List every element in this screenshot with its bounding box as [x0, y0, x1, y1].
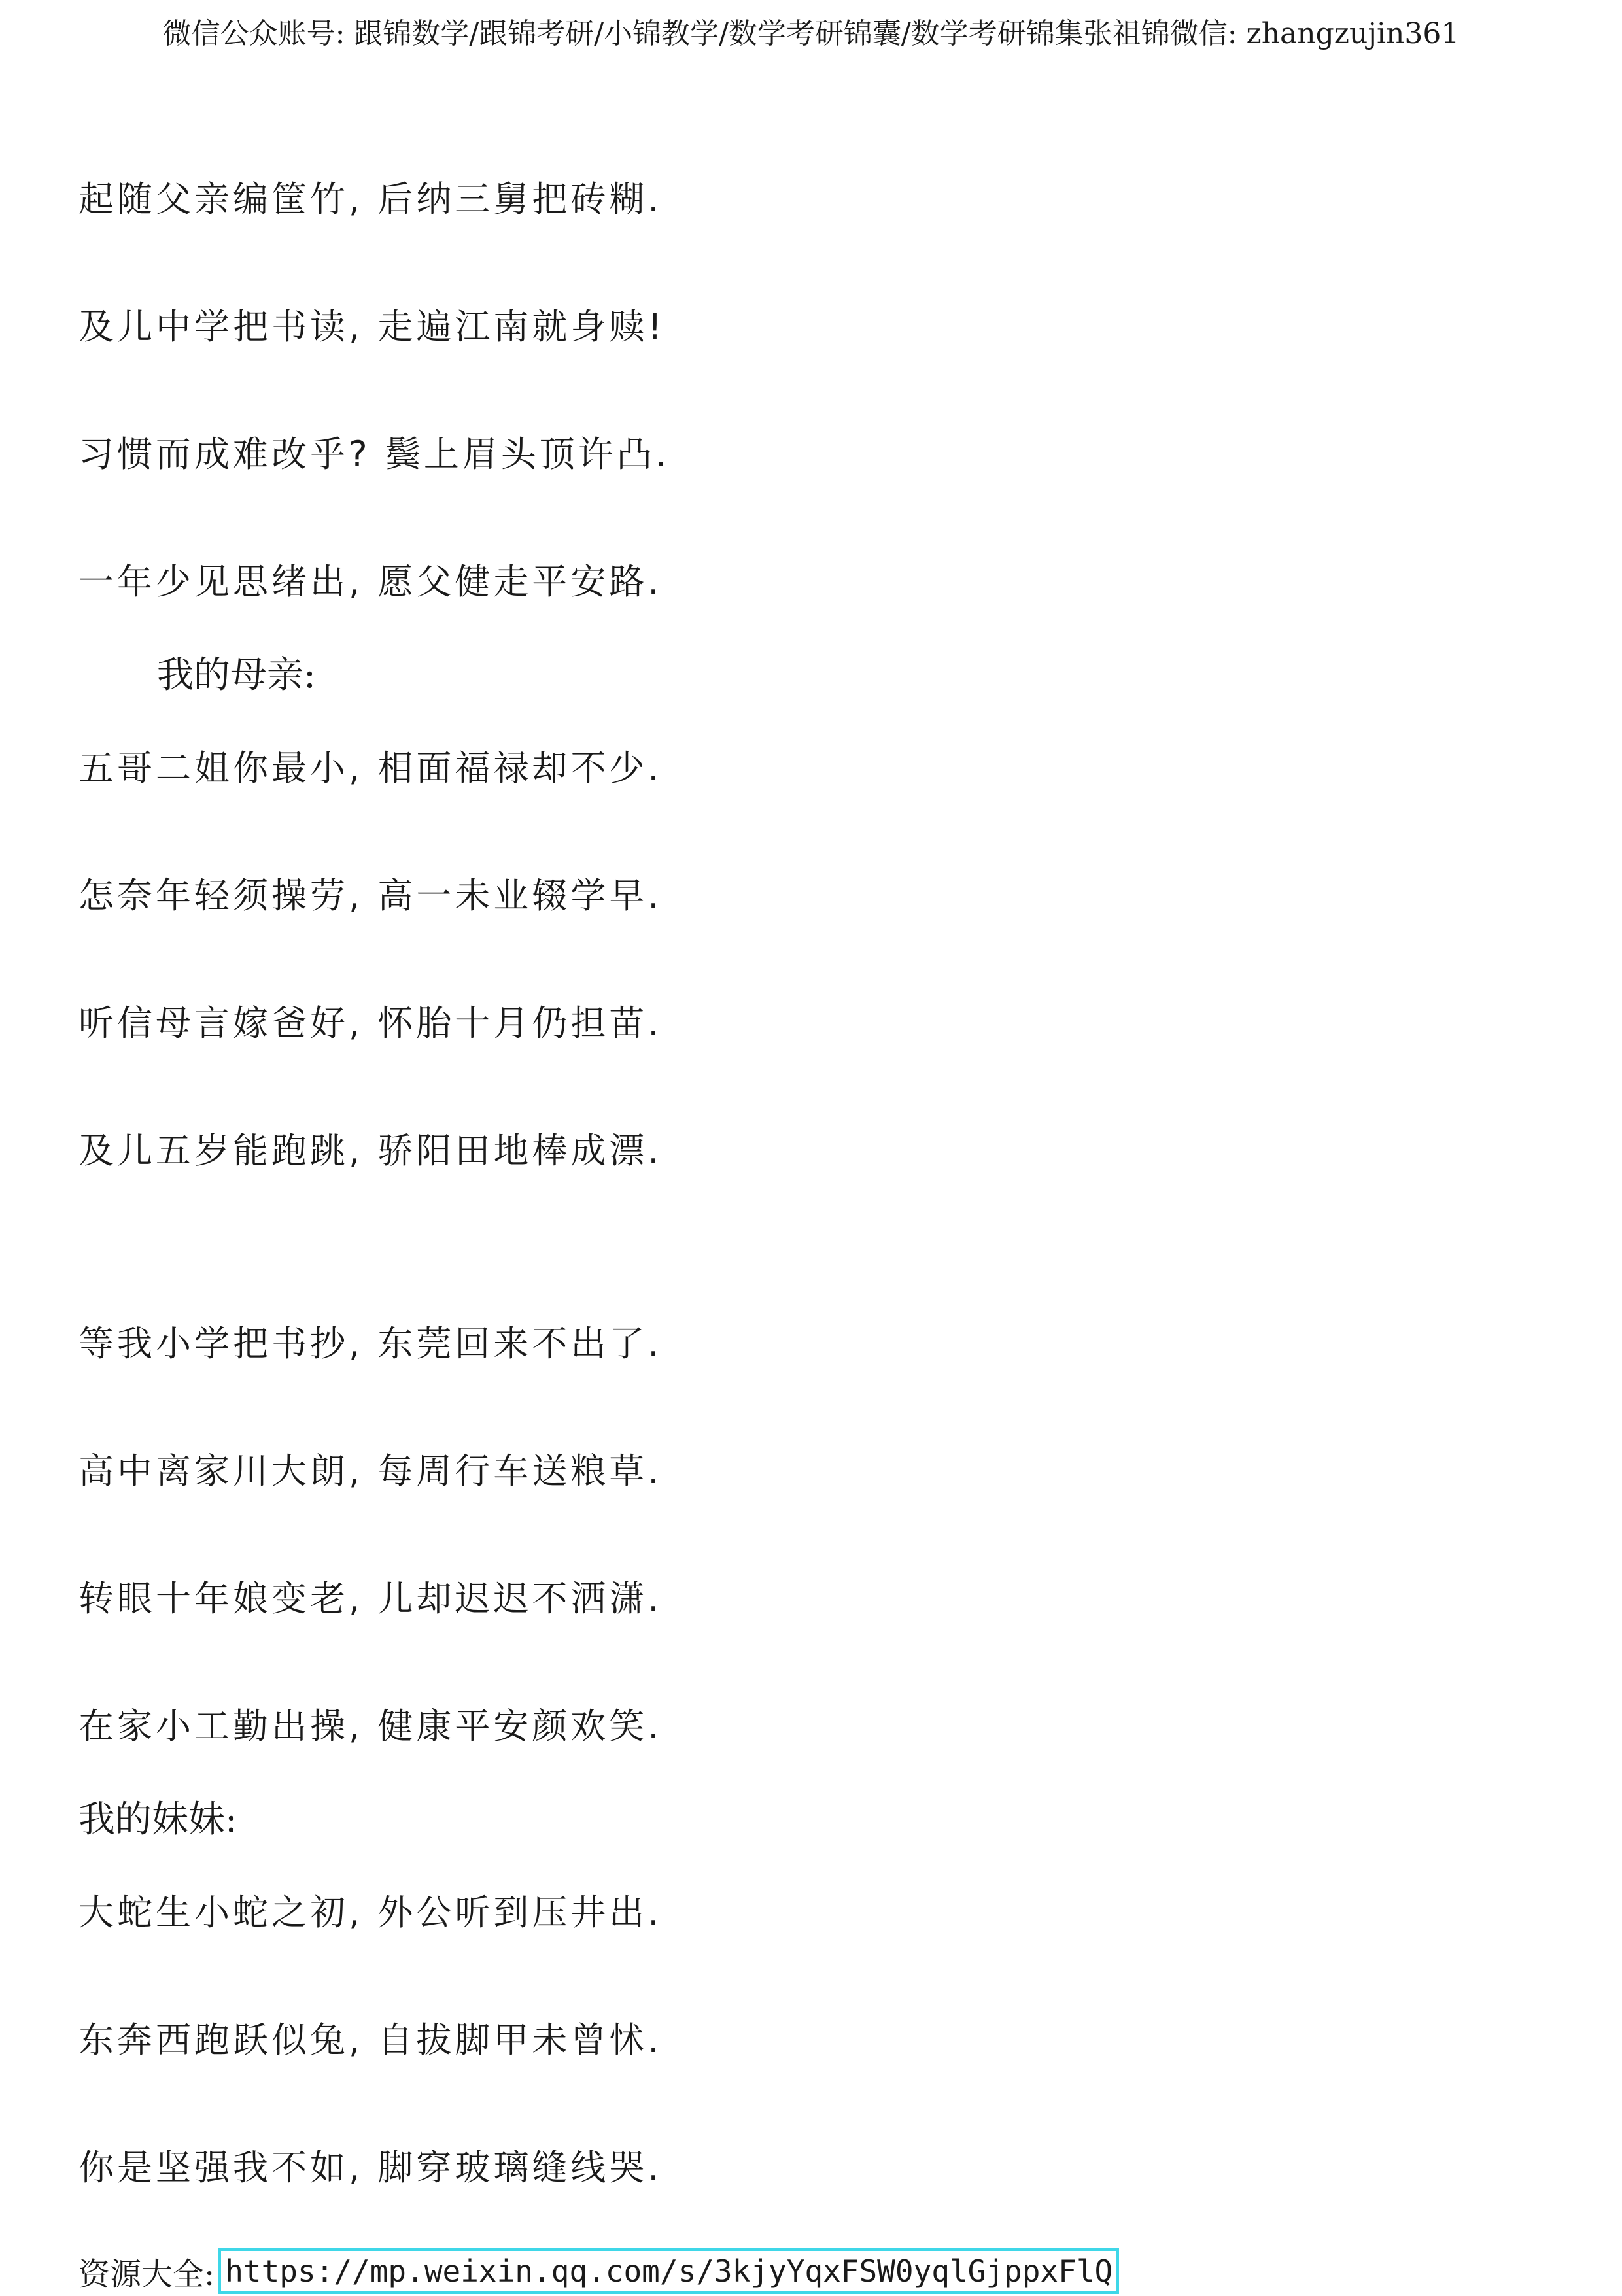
poem-line: 你是坚强我不如, 脚穿玻璃缝线哭.	[78, 2147, 663, 2188]
section-heading-mother: 我的母亲:	[157, 654, 316, 696]
poem-line: 及儿五岁能跑跳, 骄阳田地棒成漂.	[78, 1130, 663, 1171]
poem-line: 一年少见思绪出, 愿父健走平安路.	[78, 561, 663, 602]
poem-line: 转眼十年娘变老, 儿却迟迟不洒潇.	[78, 1578, 663, 1619]
page-header: 微信公众账号: 跟锦数学/跟锦考研/小锦教学/数学考研锦囊/数学考研锦集张祖锦微信: zhangzujin361	[162, 17, 1460, 50]
section-heading-sister: 我的妹妹:	[78, 1798, 237, 1841]
poem-line: 习惯而成难改乎? 鬓上眉头顶许凸.	[78, 434, 670, 475]
poem-line: 及儿中学把书读, 走遍江南就身赎!	[78, 306, 665, 347]
poem-line: 在家小工勤出操, 健康平安颜欢笑.	[78, 1705, 663, 1747]
poem-line: 起随父亲编筐竹, 后纳三舅把砖糊.	[78, 179, 663, 220]
resource-link[interactable]: https://mp.weixin.qq.com/s/3kjyYqxFSW0yqlGjppxFlQ	[218, 2248, 1119, 2294]
resource-footer	[78, 2246, 1119, 2296]
resource-label: 资源大全:	[78, 2255, 215, 2293]
poem-line: 等我小学把书抄, 东莞回来不出了.	[78, 1323, 663, 1364]
poem-line: 高中离家川大朗, 每周行车送粮草.	[78, 1450, 663, 1492]
poem-line: 五哥二姐你最小, 相面福禄却不少.	[78, 747, 663, 789]
poem-line: 大蛇生小蛇之初, 外公听到压井出.	[78, 1892, 663, 1933]
poem-line: 听信母言嫁爸好, 怀胎十月仍担苗.	[78, 1002, 663, 1044]
poem-line: 东奔西跑跃似兔, 自拔脚甲未曾怵.	[78, 2019, 663, 2061]
poem-line: 怎奈年轻须操劳, 高一未业辍学早.	[78, 875, 663, 916]
